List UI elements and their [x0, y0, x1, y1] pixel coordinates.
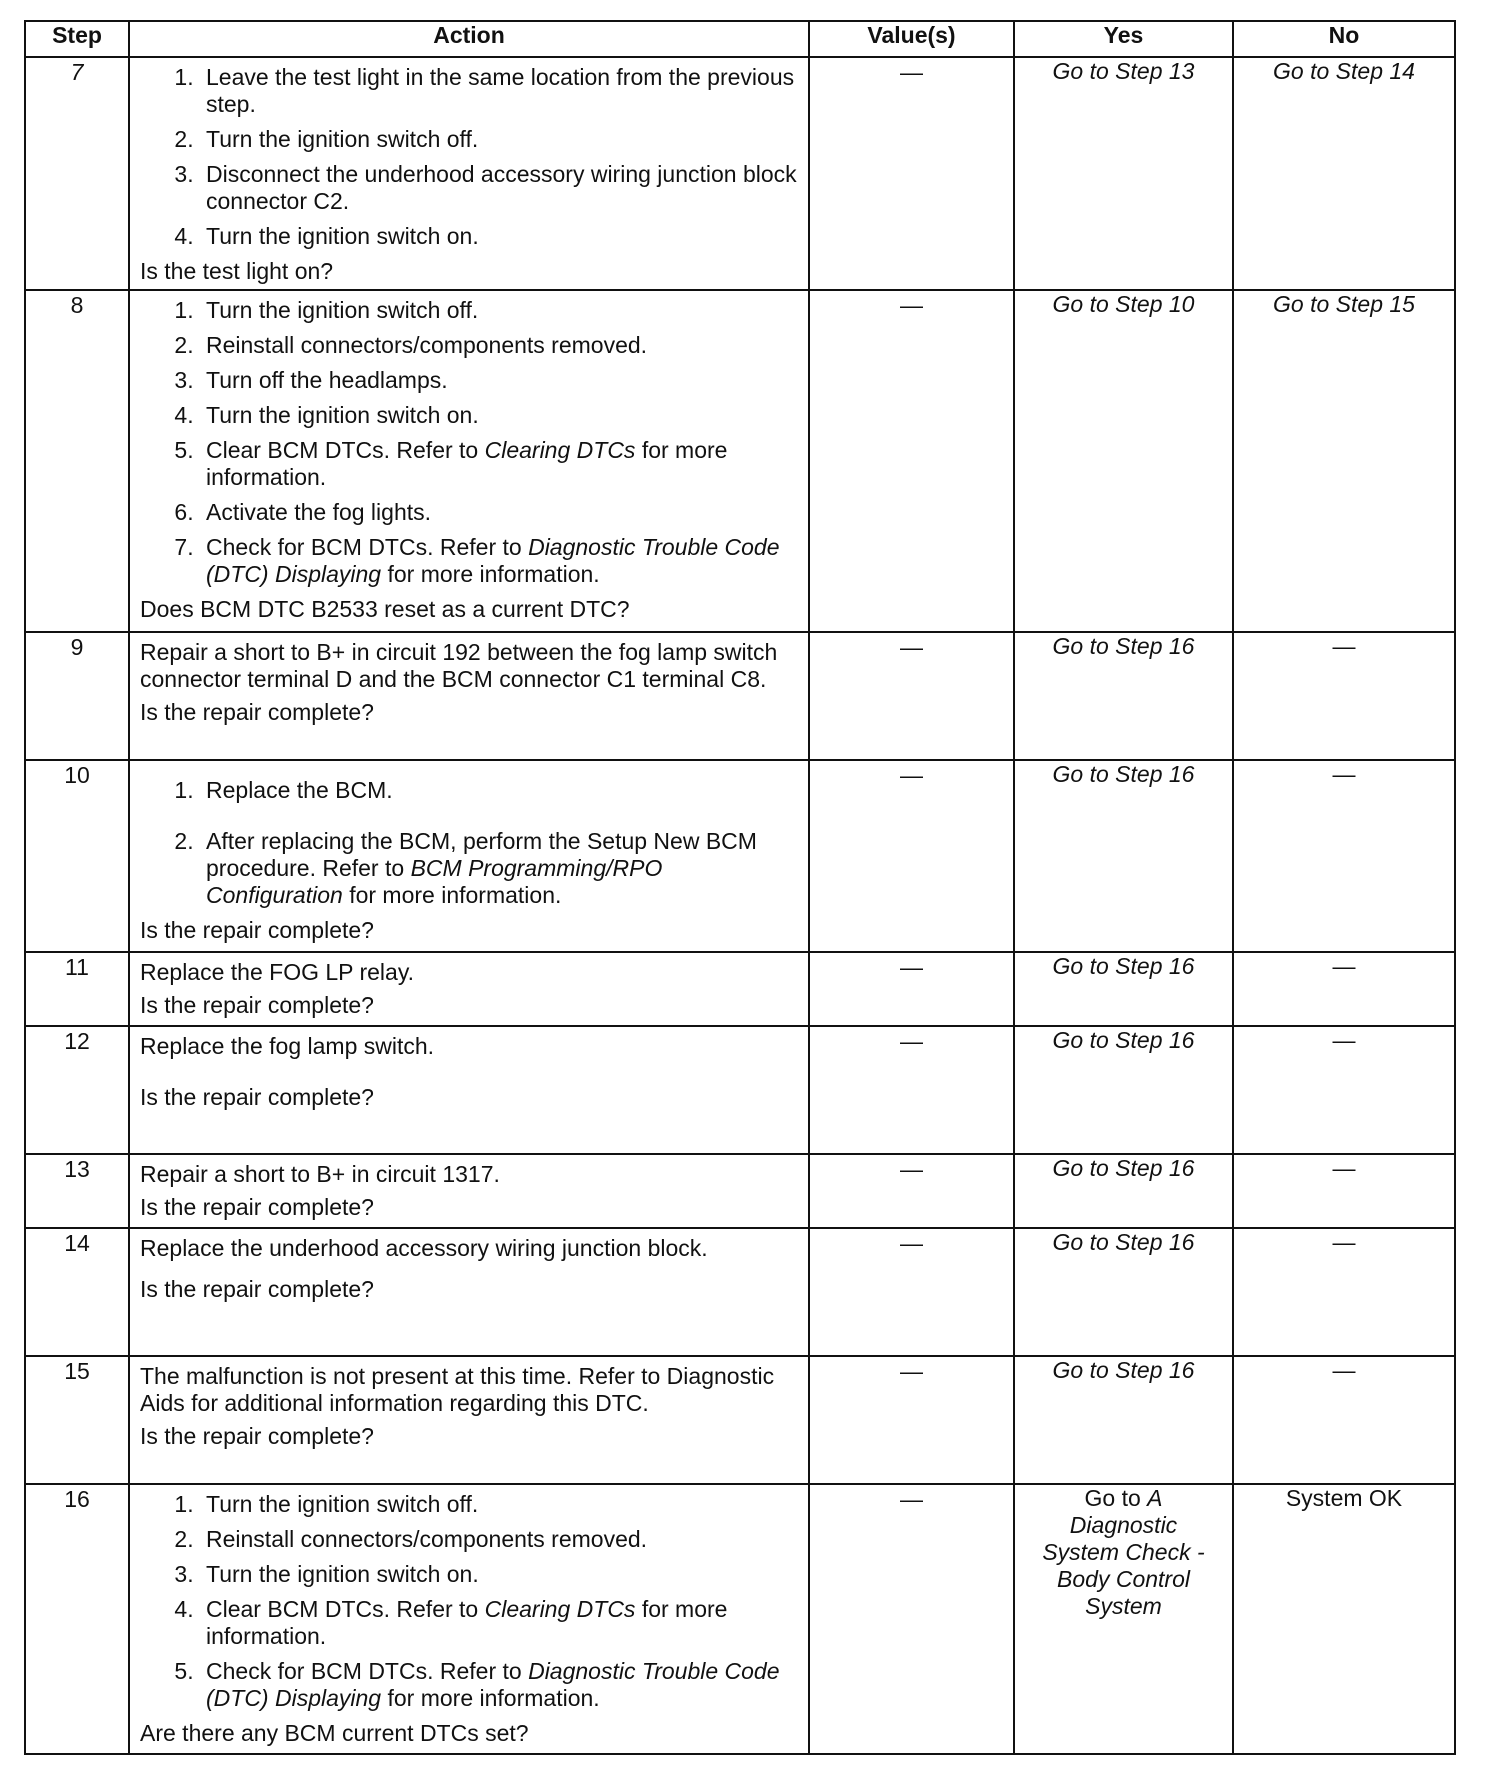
- reference-clearing-dtcs: Clearing DTCs: [484, 437, 636, 463]
- yes-cell: Go to Step 16: [1014, 1356, 1233, 1484]
- action-cell: [129, 632, 809, 760]
- action-text: The malfunction is not present at this time. Refer to Diagnostic Aids for additional information regarding this DTC.: [140, 1363, 775, 1416]
- no-cell: System OK: [1233, 1484, 1455, 1754]
- table-row: [25, 1356, 1455, 1484]
- action-cell: [129, 290, 809, 632]
- action-item: 1. Turn the ignition switch off.: [200, 1491, 798, 1518]
- action-item: 3. Turn off the headlamps.: [200, 367, 798, 394]
- header-yes: Yes: [1014, 21, 1233, 57]
- no-cell: —: [1233, 1154, 1455, 1228]
- step-number: 8: [25, 290, 129, 632]
- step-number: 13: [25, 1154, 129, 1228]
- yes-cell: Go to Step 16: [1014, 1228, 1233, 1356]
- action-item: 4. Turn the ignition switch on.: [200, 402, 798, 429]
- reference-dtc-displaying: Diagnostic Trouble Code (DTC) Displaying: [206, 534, 780, 587]
- action-question: Is the repair complete?: [140, 992, 374, 1018]
- table-row: [25, 57, 1455, 290]
- no-cell: —: [1233, 1228, 1455, 1356]
- action-text: Repair a short to B+ in circuit 1317.: [140, 1161, 500, 1187]
- text: Check for BCM DTCs. Refer to: [206, 1658, 529, 1684]
- text: for more information.: [381, 1685, 600, 1711]
- action-cell: [129, 1154, 809, 1228]
- table-row: [25, 952, 1455, 1026]
- text: for more information.: [342, 882, 562, 908]
- header-step: Step: [25, 21, 129, 57]
- no-cell: —: [1233, 760, 1455, 952]
- reference-clearing-dtcs: Clearing DTCs: [484, 1596, 636, 1622]
- action-text: Replace the underhood accessory wiring junction block.: [140, 1235, 708, 1261]
- action-question: Is the repair complete?: [140, 1423, 374, 1449]
- action-text: Replace the FOG LP relay.: [140, 959, 415, 985]
- step-number: 9: [25, 632, 129, 760]
- diagnostic-table: [24, 20, 1456, 1755]
- text: for more information.: [206, 437, 728, 490]
- action-item: 2. Turn the ignition switch off.: [200, 126, 798, 153]
- value-cell: —: [809, 1026, 1014, 1154]
- step-number: 15: [25, 1356, 129, 1484]
- action-item: 6. Activate the fog lights.: [200, 499, 798, 526]
- yes-cell: Go to Step 16: [1014, 952, 1233, 1026]
- action-cell: [129, 1026, 809, 1154]
- value-cell: —: [809, 760, 1014, 952]
- action-cell: [129, 1356, 809, 1484]
- table-row: [25, 290, 1455, 632]
- action-question: Is the test light on?: [140, 258, 334, 284]
- action-question: Is the repair complete?: [140, 917, 374, 943]
- action-question: Does BCM DTC B2533 reset as a current DTC?: [140, 596, 630, 622]
- action-item: 4. Turn the ignition switch on.: [200, 223, 798, 250]
- yes-cell: [1014, 1484, 1233, 1754]
- text: for more information.: [206, 1596, 728, 1649]
- action-question: Is the repair complete?: [140, 1084, 374, 1110]
- text: Clear BCM DTCs. Refer to: [206, 1596, 485, 1622]
- value-cell: —: [809, 632, 1014, 760]
- action-item: [200, 1658, 798, 1712]
- yes-cell: Go to Step 16: [1014, 1026, 1233, 1154]
- yes-cell: Go to Step 13: [1014, 57, 1233, 290]
- table-row: [25, 1026, 1455, 1154]
- action-item: [200, 437, 798, 491]
- text: Go to: [1084, 1485, 1148, 1511]
- action-item: 2. Reinstall connectors/components removed.: [200, 1526, 798, 1553]
- table-row: [25, 1228, 1455, 1356]
- reference-bcm-programming: BCM Programming/RPO Configuration: [206, 855, 663, 908]
- table-row: [25, 1484, 1455, 1754]
- header-row: [25, 21, 1455, 57]
- yes-cell: Go to Step 16: [1014, 632, 1233, 760]
- step-number: 7: [25, 57, 129, 290]
- action-item: 1. Replace the BCM.: [200, 777, 798, 804]
- yes-cell: Go to Step 16: [1014, 760, 1233, 952]
- value-cell: —: [809, 1154, 1014, 1228]
- text: Check for BCM DTCs. Refer to: [206, 534, 529, 560]
- action-cell: [129, 57, 809, 290]
- action-question: Is the repair complete?: [140, 699, 374, 725]
- value-cell: —: [809, 290, 1014, 632]
- action-text: Repair a short to B+ in circuit 192 between the fog lamp switch connector terminal D and the BCM connector C1 terminal C8.: [140, 639, 778, 692]
- action-text: Replace the fog lamp switch.: [140, 1033, 435, 1059]
- header-no: No: [1233, 21, 1455, 57]
- header-action: Action: [129, 21, 809, 57]
- action-cell: [129, 760, 809, 952]
- action-cell: [129, 952, 809, 1026]
- header-values: Value(s): [809, 21, 1014, 57]
- no-cell: Go to Step 14: [1233, 57, 1455, 290]
- yes-cell: Go to Step 10: [1014, 290, 1233, 632]
- step-number: 11: [25, 952, 129, 1026]
- value-cell: —: [809, 952, 1014, 1026]
- table-row: [25, 1154, 1455, 1228]
- no-cell: —: [1233, 952, 1455, 1026]
- reference-diagnostic-system-check: A Diagnostic System Check - Body Control System: [1042, 1485, 1205, 1619]
- no-cell: —: [1233, 632, 1455, 760]
- action-item: 3. Turn the ignition switch on.: [200, 1561, 798, 1588]
- action-item: [200, 534, 798, 588]
- reference-dtc-displaying: Diagnostic Trouble Code (DTC) Displaying: [206, 1658, 780, 1711]
- no-cell: Go to Step 15: [1233, 290, 1455, 632]
- step-number: 10: [25, 760, 129, 952]
- no-cell: —: [1233, 1356, 1455, 1484]
- text: After replacing the BCM, perform the Setup New BCM procedure. Refer to: [206, 828, 757, 881]
- action-item: [200, 1596, 798, 1650]
- action-cell: [129, 1228, 809, 1356]
- step-number: 12: [25, 1026, 129, 1154]
- action-item: 2. Reinstall connectors/components removed.: [200, 332, 798, 359]
- action-item: 3. Disconnect the underhood accessory wiring junction block connector C2.: [200, 161, 798, 215]
- step-number: 16: [25, 1484, 129, 1754]
- step-number: 14: [25, 1228, 129, 1356]
- action-question: Is the repair complete?: [140, 1276, 374, 1302]
- action-item: 1. Turn the ignition switch off.: [200, 297, 798, 324]
- table-row: [25, 760, 1455, 952]
- action-item: 1. Leave the test light in the same location from the previous step.: [200, 64, 798, 118]
- action-item: [200, 828, 798, 909]
- text: for more information.: [381, 561, 600, 587]
- text: Clear BCM DTCs. Refer to: [206, 437, 485, 463]
- action-question: Is the repair complete?: [140, 1194, 374, 1220]
- value-cell: —: [809, 1228, 1014, 1356]
- yes-cell: Go to Step 16: [1014, 1154, 1233, 1228]
- table-row: [25, 632, 1455, 760]
- value-cell: —: [809, 1356, 1014, 1484]
- no-cell: —: [1233, 1026, 1455, 1154]
- action-cell: [129, 1484, 809, 1754]
- value-cell: —: [809, 57, 1014, 290]
- value-cell: —: [809, 1484, 1014, 1754]
- action-question: Are there any BCM current DTCs set?: [140, 1720, 529, 1746]
